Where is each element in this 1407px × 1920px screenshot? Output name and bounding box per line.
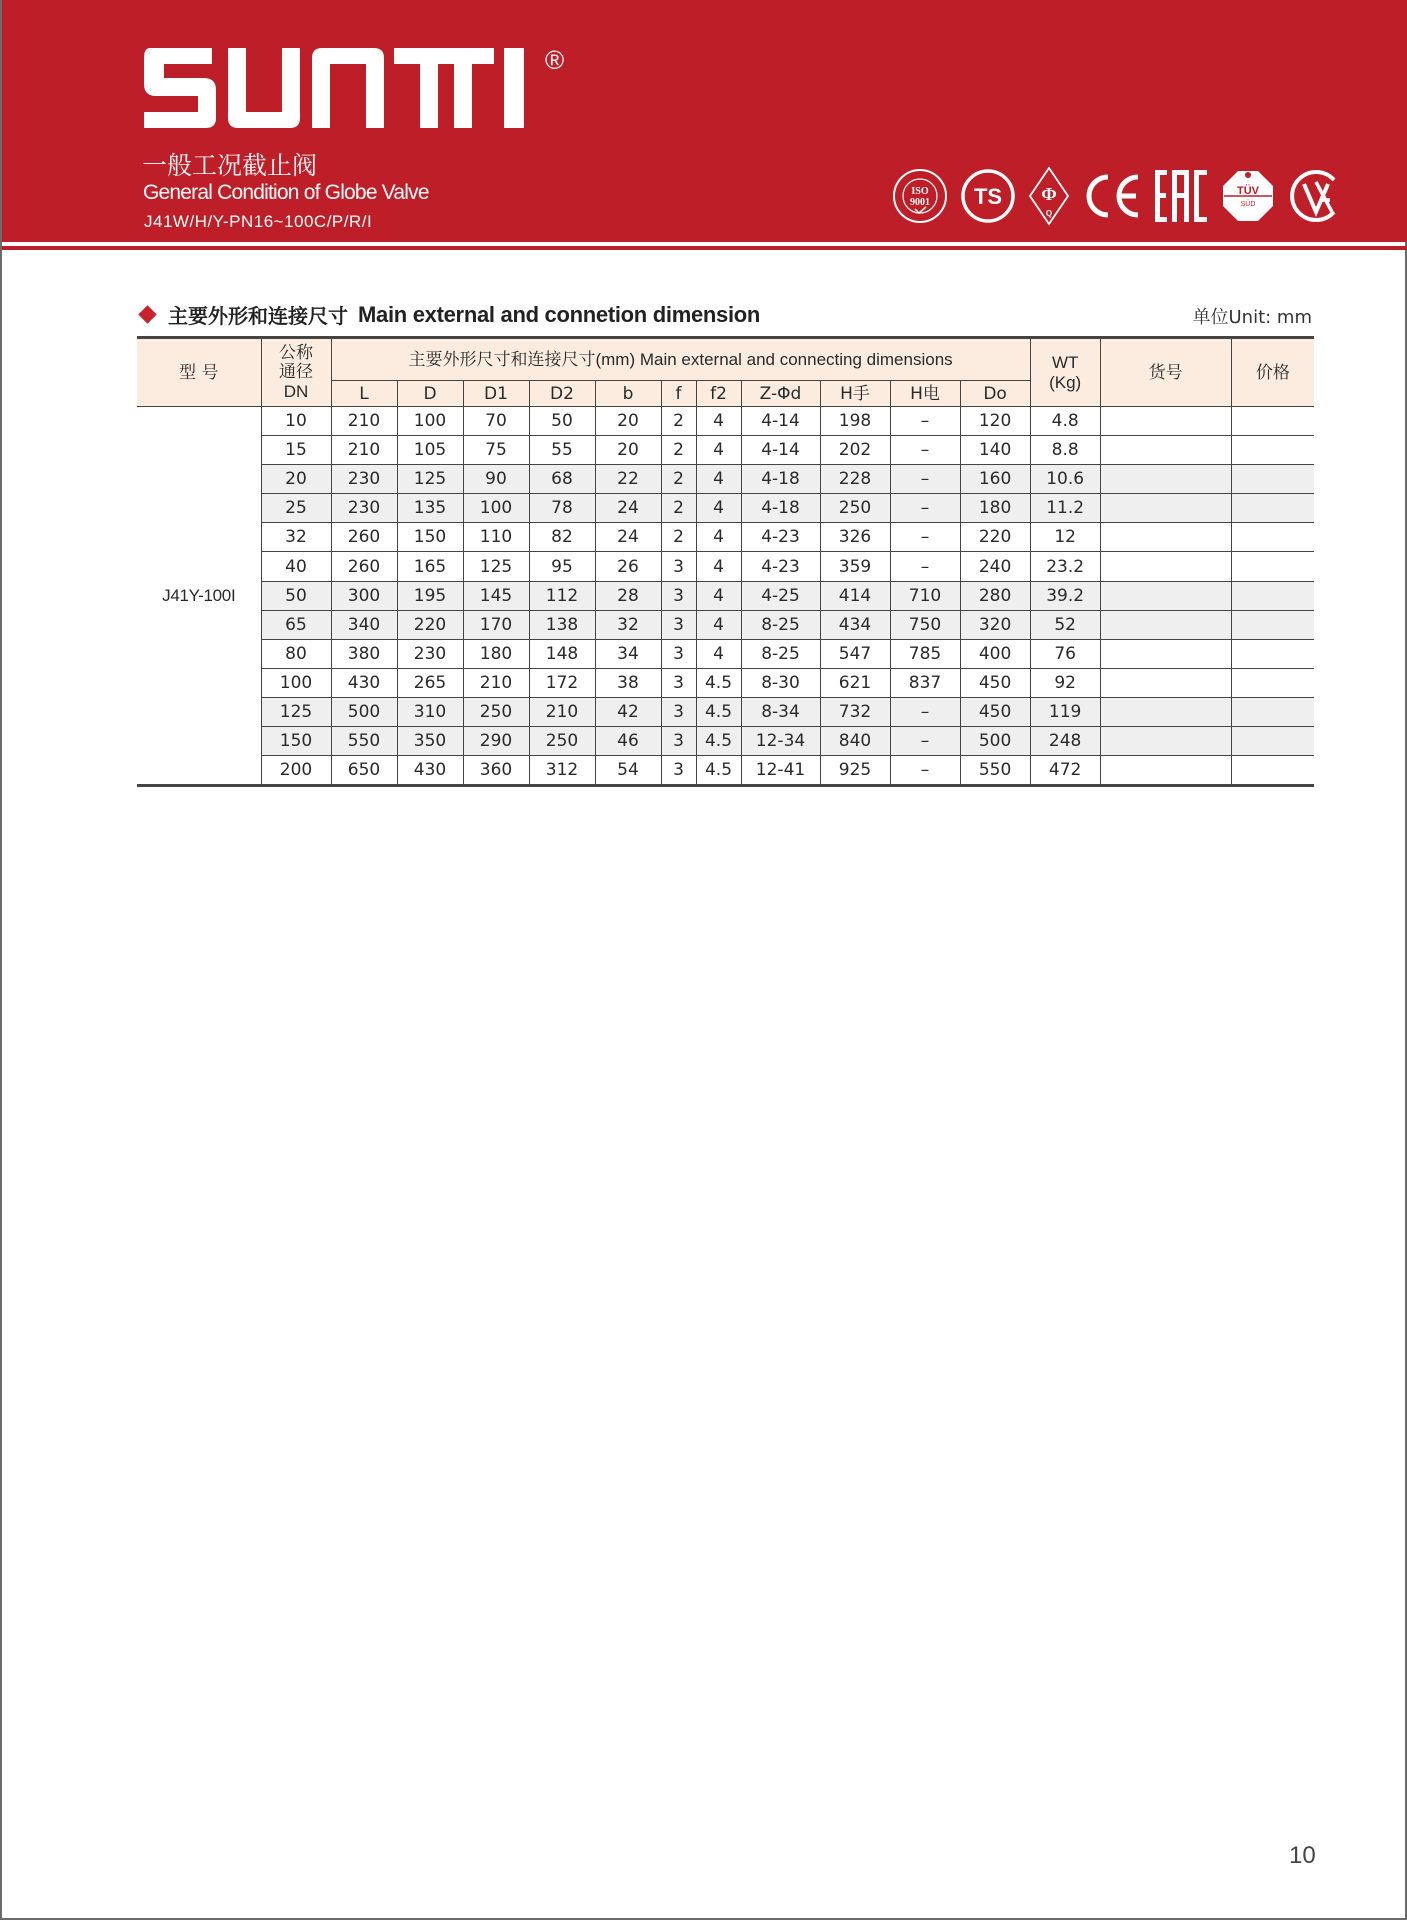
cell-weight: 248: [1030, 727, 1100, 756]
cell-D: 430: [397, 756, 463, 786]
cell-h-electric: 837: [890, 668, 960, 697]
page-number: 10: [1289, 1842, 1316, 1869]
cell-f2: 4: [696, 465, 741, 494]
cell-D2: 210: [529, 697, 595, 726]
cell-item-no: [1100, 697, 1231, 726]
header-model: 型 号: [137, 338, 261, 407]
header-price: 价格: [1231, 338, 1314, 407]
cell-price: [1231, 523, 1314, 552]
header-D2: D2: [529, 381, 595, 407]
cell-D1: 90: [463, 465, 529, 494]
cell-b: 22: [595, 465, 661, 494]
table-row: [137, 639, 1314, 668]
cell-f: 3: [661, 639, 696, 668]
cell-item-no: [1100, 668, 1231, 697]
cell-f: 3: [661, 552, 696, 581]
cell-f: 3: [661, 581, 696, 610]
header-item-no: 货号: [1100, 338, 1231, 407]
cell-dn: 20: [261, 465, 331, 494]
cell-dn: 32: [261, 523, 331, 552]
cell-h-electric: –: [890, 494, 960, 523]
diamond-bullet-icon: [138, 305, 156, 323]
product-model-series: J41W/H/Y-PN16~100C/P/R/I: [144, 212, 373, 231]
cell-b: 20: [595, 436, 661, 465]
header-D: D: [397, 381, 463, 407]
cell-h-electric: –: [890, 523, 960, 552]
cell-price: [1231, 610, 1314, 639]
cell-D2: 312: [529, 756, 595, 786]
cell-weight: 12: [1030, 523, 1100, 552]
cell-f: 3: [661, 697, 696, 726]
cell-D: 100: [397, 407, 463, 436]
cell-D1: 360: [463, 756, 529, 786]
brand-logo: [142, 48, 532, 128]
cell-b: 34: [595, 639, 661, 668]
cell-price: [1231, 436, 1314, 465]
ce-icon: [1082, 171, 1142, 221]
table-row: [137, 727, 1314, 756]
cell-price: [1231, 727, 1314, 756]
cell-D1: 75: [463, 436, 529, 465]
cell-D: 265: [397, 668, 463, 697]
cell-h-manual: 925: [820, 756, 890, 786]
cell-Do: 280: [960, 581, 1030, 610]
svg-text:TS: TS: [973, 184, 1003, 209]
cell-item-no: [1100, 436, 1231, 465]
cell-b: 38: [595, 668, 661, 697]
cell-model: J41Y-100I: [137, 407, 261, 786]
cell-h-manual: 359: [820, 552, 890, 581]
cell-dn: 10: [261, 407, 331, 436]
cell-D: 350: [397, 727, 463, 756]
cell-L: 260: [331, 552, 397, 581]
cell-price: [1231, 552, 1314, 581]
cell-h-electric: 750: [890, 610, 960, 639]
cell-weight: 119: [1030, 697, 1100, 726]
svg-text:Q: Q: [1045, 209, 1053, 218]
cell-f: 2: [661, 494, 696, 523]
cell-price: [1231, 407, 1314, 436]
cell-h-electric: –: [890, 465, 960, 494]
table-row: [137, 407, 1314, 436]
cell-weight: 10.6: [1030, 465, 1100, 494]
cell-z-phi-d: 12-34: [741, 727, 820, 756]
cell-D1: 170: [463, 610, 529, 639]
product-title-cn: 一般工况截止阀: [142, 151, 318, 180]
cell-weight: 39.2: [1030, 581, 1100, 610]
cell-f2: 4: [696, 581, 741, 610]
eac-icon: [1154, 168, 1208, 224]
cell-D2: 112: [529, 581, 595, 610]
cell-z-phi-d: 12-41: [741, 756, 820, 786]
cell-L: 230: [331, 494, 397, 523]
cell-D: 105: [397, 436, 463, 465]
header-D1: D1: [463, 381, 529, 407]
cell-D: 125: [397, 465, 463, 494]
cell-D1: 70: [463, 407, 529, 436]
header-L: L: [331, 381, 397, 407]
cell-h-manual: 414: [820, 581, 890, 610]
cell-f2: 4.5: [696, 697, 741, 726]
cell-D2: 95: [529, 552, 595, 581]
cell-h-electric: –: [890, 436, 960, 465]
cell-h-electric: –: [890, 697, 960, 726]
cell-item-no: [1100, 756, 1231, 786]
cell-item-no: [1100, 552, 1231, 581]
table-body: [137, 407, 1314, 786]
cell-dn: 65: [261, 610, 331, 639]
cell-b: 28: [595, 581, 661, 610]
cell-L: 430: [331, 668, 397, 697]
api-monogram-icon: [1028, 166, 1070, 226]
svg-text:9001: 9001: [910, 197, 930, 208]
cell-f: 3: [661, 610, 696, 639]
cell-f: 2: [661, 465, 696, 494]
svg-text:Ф: Ф: [1041, 184, 1057, 204]
cell-price: [1231, 581, 1314, 610]
cell-dn: 200: [261, 756, 331, 786]
svg-text:ISO: ISO: [911, 186, 929, 197]
cell-dn: 100: [261, 668, 331, 697]
cell-D2: 78: [529, 494, 595, 523]
cell-f: 2: [661, 523, 696, 552]
cell-D2: 148: [529, 639, 595, 668]
cell-Do: 220: [960, 523, 1030, 552]
cell-z-phi-d: 8-25: [741, 639, 820, 668]
cell-h-electric: 710: [890, 581, 960, 610]
cell-z-phi-d: 8-25: [741, 610, 820, 639]
header-weight: WT (Kg): [1030, 338, 1100, 407]
cell-f: 3: [661, 668, 696, 697]
cell-dn: 40: [261, 552, 331, 581]
cell-item-no: [1100, 523, 1231, 552]
header-h-electric: H电: [890, 381, 960, 407]
cell-L: 340: [331, 610, 397, 639]
cell-price: [1231, 668, 1314, 697]
tuv-sud-icon: [1220, 168, 1276, 224]
cell-f: 3: [661, 727, 696, 756]
cell-D1: 290: [463, 727, 529, 756]
header-z-phi-d: Z-Φd: [741, 381, 820, 407]
cell-b: 54: [595, 756, 661, 786]
cell-item-no: [1100, 727, 1231, 756]
cell-f: 2: [661, 436, 696, 465]
cell-item-no: [1100, 581, 1231, 610]
cell-h-manual: 202: [820, 436, 890, 465]
cell-dn: 150: [261, 727, 331, 756]
cva-icon: [1288, 168, 1344, 224]
cell-z-phi-d: 4-14: [741, 436, 820, 465]
cell-price: [1231, 639, 1314, 668]
cell-item-no: [1100, 465, 1231, 494]
cell-D: 165: [397, 552, 463, 581]
cell-L: 550: [331, 727, 397, 756]
cell-Do: 500: [960, 727, 1030, 756]
cell-D: 195: [397, 581, 463, 610]
header-b: b: [595, 381, 661, 407]
header-f: f: [661, 381, 696, 407]
table-row: [137, 581, 1314, 610]
table-row: [137, 552, 1314, 581]
cell-weight: 472: [1030, 756, 1100, 786]
svg-text:SÜD: SÜD: [1240, 201, 1256, 208]
cell-dn: 15: [261, 436, 331, 465]
cell-item-no: [1100, 610, 1231, 639]
cell-D1: 125: [463, 552, 529, 581]
cell-b: 24: [595, 523, 661, 552]
cell-D2: 68: [529, 465, 595, 494]
cell-h-manual: 547: [820, 639, 890, 668]
cell-h-electric: –: [890, 756, 960, 786]
cell-Do: 120: [960, 407, 1030, 436]
cell-b: 46: [595, 727, 661, 756]
cell-b: 42: [595, 697, 661, 726]
cell-L: 210: [331, 436, 397, 465]
cell-z-phi-d: 4-23: [741, 552, 820, 581]
cell-L: 300: [331, 581, 397, 610]
cell-L: 650: [331, 756, 397, 786]
cell-weight: 76: [1030, 639, 1100, 668]
header-Do: Do: [960, 381, 1030, 407]
cell-z-phi-d: 4-14: [741, 407, 820, 436]
cell-h-manual: 840: [820, 727, 890, 756]
cell-b: 32: [595, 610, 661, 639]
header-stripe: [2, 246, 1407, 250]
cell-item-no: [1100, 407, 1231, 436]
cell-D2: 82: [529, 523, 595, 552]
cell-D: 135: [397, 494, 463, 523]
cell-D1: 100: [463, 494, 529, 523]
cell-f2: 4.5: [696, 756, 741, 786]
cell-Do: 400: [960, 639, 1030, 668]
cell-z-phi-d: 4-23: [741, 523, 820, 552]
cell-Do: 450: [960, 668, 1030, 697]
header-h-manual: H手: [820, 381, 890, 407]
cell-L: 260: [331, 523, 397, 552]
cell-D: 310: [397, 697, 463, 726]
cell-D2: 172: [529, 668, 595, 697]
cell-weight: 11.2: [1030, 494, 1100, 523]
cell-b: 20: [595, 407, 661, 436]
table-row: [137, 523, 1314, 552]
table-row: [137, 465, 1314, 494]
cell-z-phi-d: 4-18: [741, 465, 820, 494]
cell-D1: 210: [463, 668, 529, 697]
dimension-table: [137, 336, 1314, 787]
product-title-en: General Condition of Globe Valve: [143, 181, 429, 204]
cell-Do: 180: [960, 494, 1030, 523]
certification-logos: [892, 166, 1344, 226]
cell-z-phi-d: 8-30: [741, 668, 820, 697]
cell-Do: 550: [960, 756, 1030, 786]
cell-dn: 80: [261, 639, 331, 668]
cell-D2: 138: [529, 610, 595, 639]
cell-b: 26: [595, 552, 661, 581]
cell-b: 24: [595, 494, 661, 523]
section-heading: [137, 300, 760, 329]
cell-Do: 160: [960, 465, 1030, 494]
cell-f: 3: [661, 756, 696, 786]
cell-f: 2: [661, 407, 696, 436]
cell-price: [1231, 756, 1314, 786]
cell-f2: 4: [696, 610, 741, 639]
cell-f2: 4: [696, 407, 741, 436]
cell-h-electric: –: [890, 407, 960, 436]
cell-h-manual: 228: [820, 465, 890, 494]
cell-price: [1231, 697, 1314, 726]
cell-L: 210: [331, 407, 397, 436]
cell-D: 150: [397, 523, 463, 552]
cell-D: 230: [397, 639, 463, 668]
cell-item-no: [1100, 494, 1231, 523]
table-row: [137, 756, 1314, 786]
cell-price: [1231, 465, 1314, 494]
cell-price: [1231, 494, 1314, 523]
cell-f2: 4: [696, 552, 741, 581]
cell-h-electric: –: [890, 552, 960, 581]
table-row: [137, 436, 1314, 465]
cell-f2: 4.5: [696, 727, 741, 756]
cell-dn: 50: [261, 581, 331, 610]
cell-D1: 110: [463, 523, 529, 552]
table-row: [137, 697, 1314, 726]
cell-D1: 250: [463, 697, 529, 726]
cell-f2: 4: [696, 523, 741, 552]
cell-Do: 140: [960, 436, 1030, 465]
cell-Do: 320: [960, 610, 1030, 639]
cell-h-electric: 785: [890, 639, 960, 668]
cell-z-phi-d: 4-18: [741, 494, 820, 523]
cell-h-electric: –: [890, 727, 960, 756]
cell-z-phi-d: 4-25: [741, 581, 820, 610]
svg-text:TÜV: TÜV: [1237, 185, 1259, 197]
cell-h-manual: 198: [820, 407, 890, 436]
cell-h-manual: 250: [820, 494, 890, 523]
cell-f2: 4.5: [696, 668, 741, 697]
table-header-row: [137, 338, 1314, 381]
cell-z-phi-d: 8-34: [741, 697, 820, 726]
cell-D2: 55: [529, 436, 595, 465]
header-f2: f2: [696, 381, 741, 407]
cell-h-manual: 732: [820, 697, 890, 726]
cell-f2: 4: [696, 436, 741, 465]
cell-h-manual: 326: [820, 523, 890, 552]
section-title-en: Main external and connetion dimension: [358, 301, 761, 327]
cell-dn: 125: [261, 697, 331, 726]
cell-Do: 240: [960, 552, 1030, 581]
table-row: [137, 668, 1314, 697]
table-row: [137, 494, 1314, 523]
table-row: [137, 610, 1314, 639]
cell-f2: 4: [696, 494, 741, 523]
cell-D1: 145: [463, 581, 529, 610]
cell-weight: 92: [1030, 668, 1100, 697]
cell-D: 220: [397, 610, 463, 639]
section-title-cn: 主要外形和连接尺寸: [168, 304, 348, 328]
header-dimensions-group: 主要外形尺寸和连接尺寸(mm) Main external and connecting dimensions: [331, 338, 1030, 381]
cell-Do: 450: [960, 697, 1030, 726]
cell-h-manual: 434: [820, 610, 890, 639]
cell-weight: 4.8: [1030, 407, 1100, 436]
registered-mark: ®: [545, 45, 565, 75]
cell-item-no: [1100, 639, 1231, 668]
cell-D2: 250: [529, 727, 595, 756]
cell-L: 500: [331, 697, 397, 726]
iso-9001-icon: [892, 168, 948, 224]
header-dn: 公称 通径 DN: [261, 338, 331, 407]
cell-L: 380: [331, 639, 397, 668]
cell-weight: 8.8: [1030, 436, 1100, 465]
unit-label: 单位Unit: mm: [1192, 307, 1312, 328]
cell-L: 230: [331, 465, 397, 494]
cell-dn: 25: [261, 494, 331, 523]
cell-D1: 180: [463, 639, 529, 668]
cell-weight: 52: [1030, 610, 1100, 639]
cell-weight: 23.2: [1030, 552, 1100, 581]
cell-h-manual: 621: [820, 668, 890, 697]
cell-f2: 4: [696, 639, 741, 668]
cell-D2: 50: [529, 407, 595, 436]
ts-icon: [960, 168, 1016, 224]
